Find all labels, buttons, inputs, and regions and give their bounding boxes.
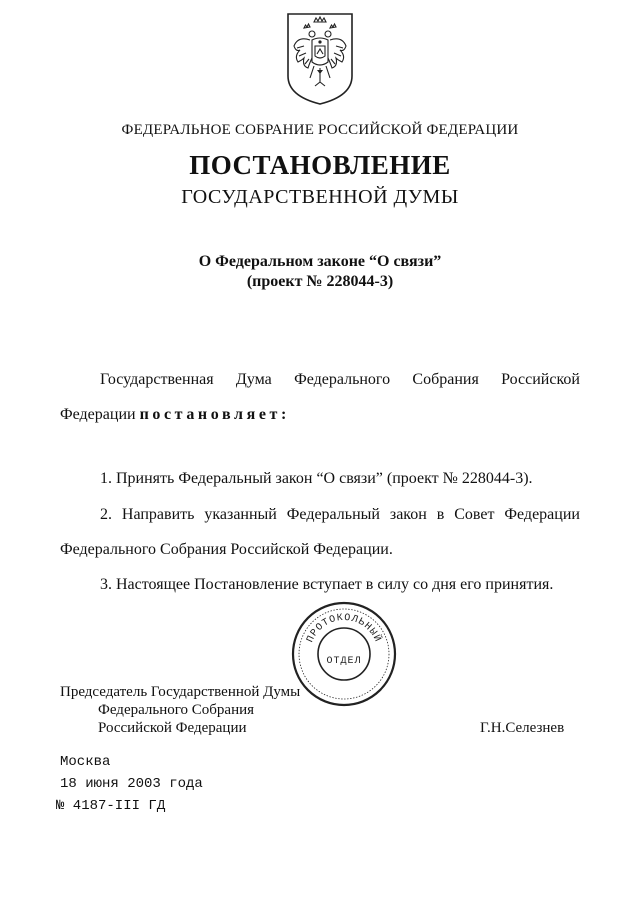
decree-word: постановляет: bbox=[139, 406, 290, 423]
intro-word: Дума bbox=[235, 371, 272, 388]
intro-word: Федерального bbox=[294, 371, 391, 388]
document-number: № 4187-III ГД bbox=[56, 798, 166, 814]
intro-paragraph-line bbox=[100, 371, 580, 389]
item-word: в bbox=[436, 506, 445, 523]
signatory-title-line: Федерального Собрания bbox=[98, 702, 255, 718]
organization-header: ФЕДЕРАЛЬНОЕ СОБРАНИЕ РОССИЙСКОЙ ФЕДЕРАЦИИ bbox=[121, 122, 519, 138]
item-word: указанный bbox=[204, 506, 277, 523]
document-subtype-title: ГОСУДАРСТВЕННОЙ ДУМЫ bbox=[181, 186, 459, 208]
item-word: Совет bbox=[454, 506, 495, 523]
decree-item-1: 1. Принять Федеральный закон “О связи” (проект № 228044-3). bbox=[100, 470, 533, 487]
official-stamp bbox=[290, 600, 398, 708]
issue-date: 18 июня 2003 года bbox=[60, 776, 203, 792]
subject-line: О Федеральном законе “О связи” bbox=[198, 253, 442, 270]
decree-item-3: 3. Настоящее Постановление вступает в силу со дня его принятия. bbox=[100, 576, 554, 593]
decree-item-2-continuation: Федерального Собрания Российской Федерации. bbox=[60, 541, 393, 558]
document-type-title: ПОСТАНОВЛЕНИЕ bbox=[189, 150, 451, 180]
item-word: Федеральный bbox=[286, 506, 380, 523]
item-word: 2. bbox=[100, 506, 112, 523]
intro-word: Государственная bbox=[100, 371, 214, 388]
project-number-line: (проект № 228044-3) bbox=[246, 273, 394, 290]
intro-prefix: Федерации bbox=[60, 406, 136, 423]
intro-paragraph-line bbox=[60, 406, 290, 424]
coat-of-arms-icon bbox=[284, 10, 356, 106]
item-word: Федерации bbox=[504, 506, 580, 523]
item-word: Направить bbox=[121, 506, 195, 523]
signatory-title-line: Российской Федерации bbox=[98, 720, 247, 736]
decree-item-2-line bbox=[100, 506, 580, 524]
signatory-title-line: Председатель Государственной Думы bbox=[60, 684, 301, 700]
intro-word: Собрания bbox=[412, 371, 479, 388]
signatory-name: Г.Н.Селезнев bbox=[480, 720, 565, 736]
stamp-arc-text: ПРОТОКОЛЬНЫЙ bbox=[305, 612, 383, 645]
issue-place: Москва bbox=[60, 754, 111, 770]
intro-word: Российской bbox=[501, 371, 580, 388]
stamp-center-text: ОТДЕЛ bbox=[326, 656, 362, 667]
item-word: закон bbox=[389, 506, 427, 523]
